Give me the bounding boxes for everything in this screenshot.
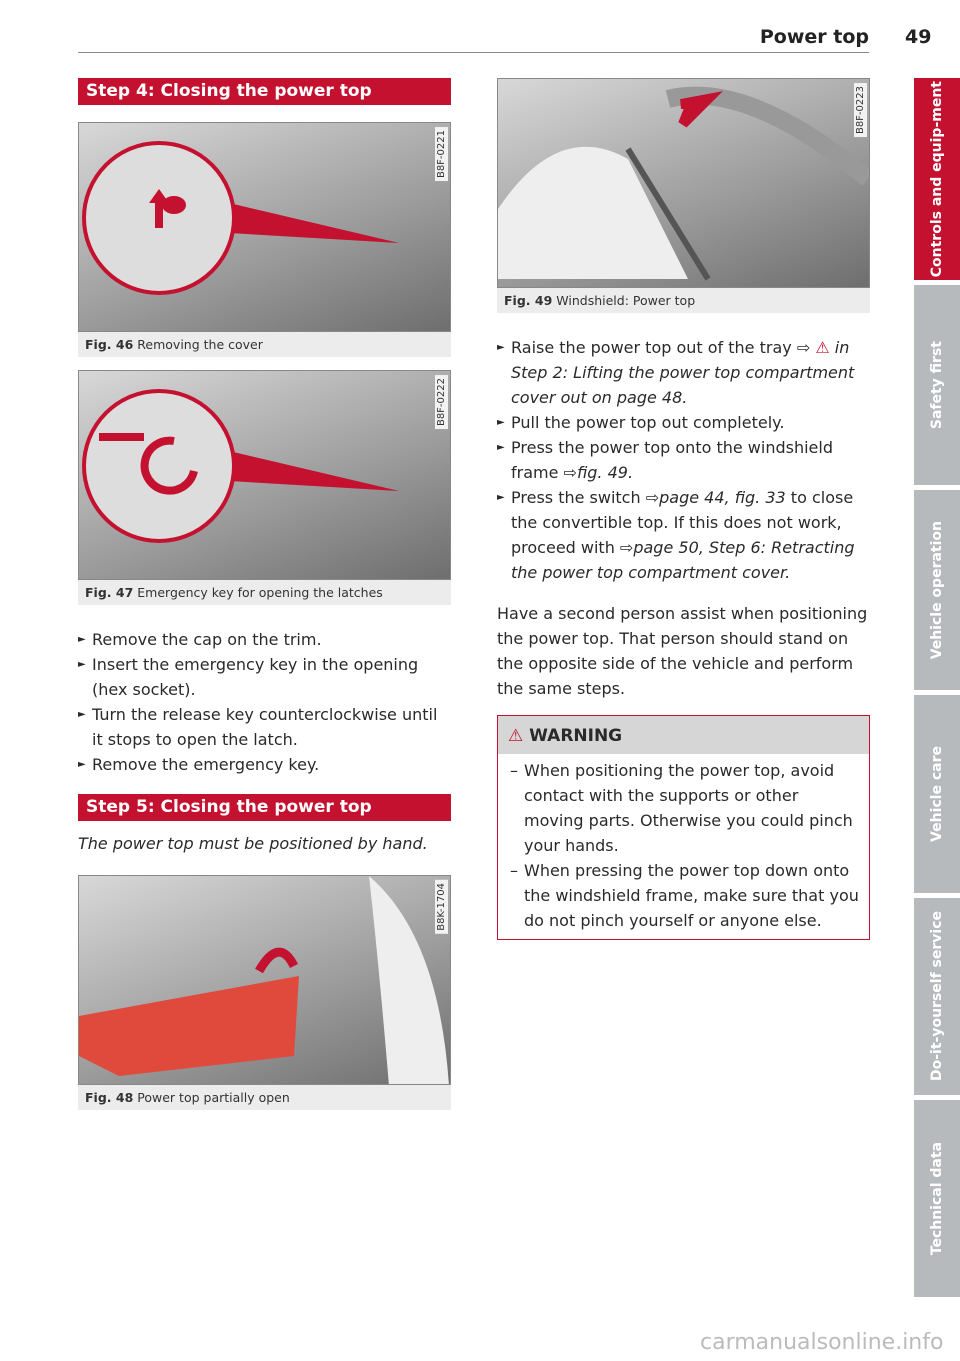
- step5-intro: The power top must be positioned by hand.: [78, 834, 428, 853]
- fig46-image: [78, 122, 451, 332]
- fig46-caption: Fig. 46 Removing the cover: [78, 332, 451, 357]
- assist-paragraph: Have a second person assist when positioning the power top. That person should stand on the opposite side of the vehicle and perform the same steps.: [497, 604, 868, 698]
- section-title: Power top: [759, 26, 869, 48]
- warning-item: – When positioning the power top, avoid contact with the supports or other moving parts. Otherwise you could pinch your hands.: [510, 758, 859, 858]
- fig47-image: [78, 370, 451, 580]
- left-column: [78, 78, 451, 1110]
- list-item: ► Insert the emergency key in the opening (hex socket).: [78, 652, 451, 702]
- page-number: 49: [905, 26, 932, 48]
- tab-vehicle-care[interactable]: Vehicle care: [914, 695, 960, 893]
- warning-item: – When pressing the power top down onto the windshield frame, make sure that you do not pinch yourself or anyone else.: [510, 858, 859, 933]
- figure-code: B8F-0221: [435, 127, 448, 181]
- figure-code: B8F-0222: [435, 375, 448, 429]
- warning-box: [497, 715, 870, 940]
- cross-reference-link[interactable]: fig. 49.: [576, 463, 634, 482]
- list-item: ► Turn the release key counterclockwise until it stops to open the latch.: [78, 702, 451, 752]
- list-item: ► Remove the emergency key.: [78, 752, 451, 777]
- fig49-image: [497, 78, 870, 288]
- watermark: carmanualsonline.info: [700, 1330, 944, 1355]
- fig48-image: [78, 875, 451, 1085]
- list-item: ► Remove the cap on the trim.: [78, 627, 451, 652]
- figure-code: B8K-1704: [435, 880, 448, 934]
- list-item: ► Raise the power top out of the tray ⇨ ⚠ in Step 2: Lifting the power top compartment cover out on page 48.: [497, 335, 870, 410]
- cross-reference-link[interactable]: page 50, Step 6: Retracting the power top compartment cover.: [511, 538, 855, 582]
- warning-icon: ⚠: [815, 338, 830, 357]
- step4-instructions: [78, 627, 451, 777]
- fig47-caption: Fig. 47 Emergency key for opening the latches: [78, 580, 451, 605]
- tab-vehicle-operation[interactable]: Vehicle operation: [914, 490, 960, 690]
- figure-code: B8F-0223: [854, 83, 867, 137]
- warning-icon: ⚠: [508, 726, 524, 746]
- tab-controls-and-equipment[interactable]: Controls and equip-ment: [914, 78, 960, 280]
- tab-safety-first[interactable]: Safety first: [914, 285, 960, 485]
- tab-technical-data[interactable]: Technical data: [914, 1100, 960, 1297]
- right-column: [497, 78, 870, 940]
- warning-header: ⚠ WARNING: [498, 716, 869, 754]
- list-item: ► Press the power top onto the windshield frame ⇨fig. 49.: [497, 435, 870, 485]
- fig48-caption: Fig. 48 Power top partially open: [78, 1085, 451, 1110]
- list-item: ► Pull the power top out completely.: [497, 410, 870, 435]
- header-rule: [78, 52, 869, 53]
- tab-do-it-yourself-service[interactable]: Do-it-yourself service: [914, 898, 960, 1095]
- step5-instructions: [497, 335, 870, 585]
- list-item: ► Press the switch ⇨page 44, fig. 33 to close the convertible top. If this does not work, proceed with ⇨page 50, Step 6: Retracting the power top compartment cover.: [497, 485, 870, 585]
- fig49-caption: Fig. 49 Windshield: Power top: [497, 288, 870, 313]
- step4-heading: Step 4: Closing the power top: [78, 78, 451, 105]
- cross-reference-link[interactable]: page 44, fig. 33: [659, 488, 786, 507]
- step5-heading: Step 5: Closing the power top: [78, 794, 451, 821]
- cross-reference-link[interactable]: in Step 2: Lifting the power top compartment cover out on page 48.: [511, 338, 855, 407]
